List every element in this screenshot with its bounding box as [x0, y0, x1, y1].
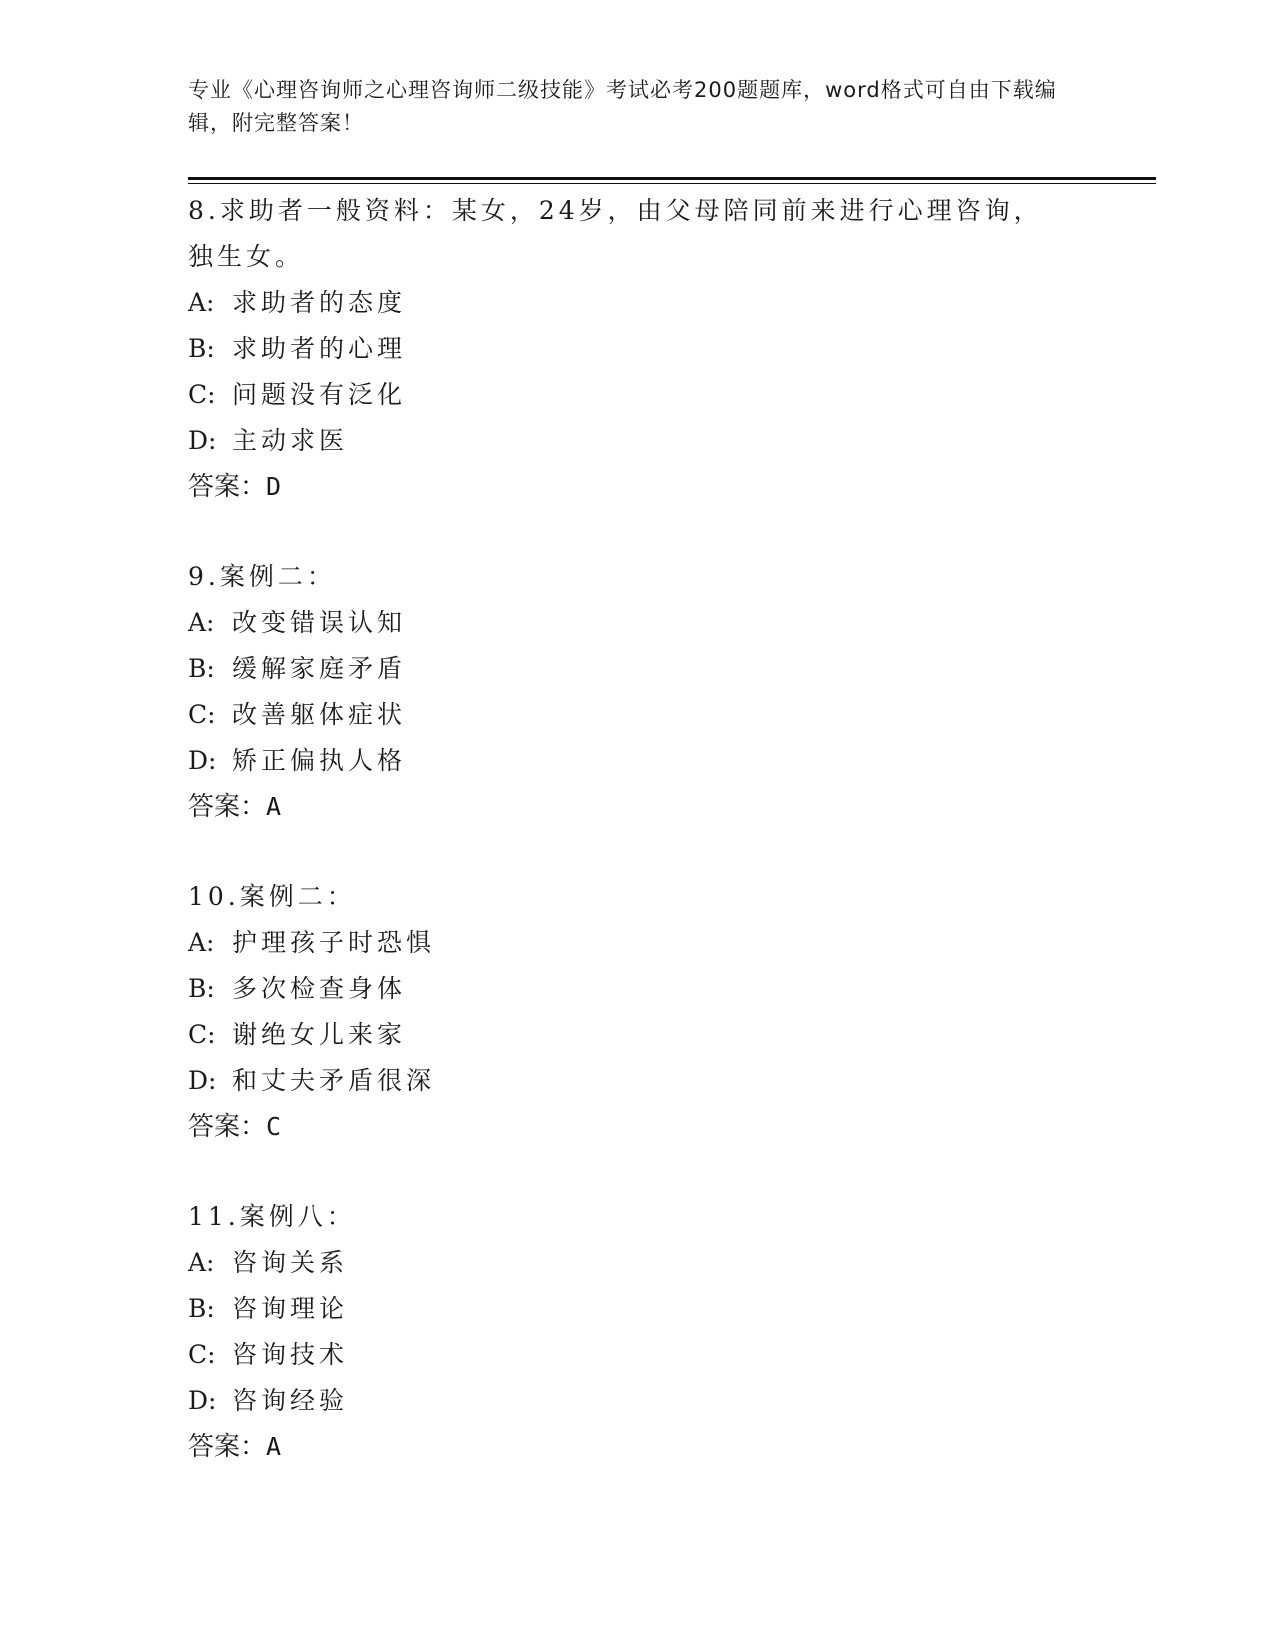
option-letter: C:	[188, 1340, 216, 1369]
option-text: 咨询关系	[232, 1248, 349, 1277]
option-c	[188, 692, 1068, 738]
option-letter: C:	[188, 700, 216, 729]
option-c	[188, 1012, 1068, 1058]
question-stem: 11.案例八：	[188, 1202, 356, 1231]
option-letter: C:	[188, 380, 216, 409]
question-stem: 10.案例二：	[188, 882, 356, 911]
option-c	[188, 372, 1068, 418]
question-list	[188, 188, 1068, 1514]
option-b	[188, 1286, 1068, 1332]
option-letter: B:	[188, 334, 215, 363]
question-item	[188, 554, 1068, 830]
option-d	[188, 418, 1068, 464]
option-b	[188, 966, 1068, 1012]
option-text: 求助者的态度	[232, 288, 407, 317]
answer-line	[188, 784, 1068, 830]
option-letter: B:	[188, 974, 215, 1003]
question-item	[188, 1194, 1068, 1470]
answer-line	[188, 1424, 1068, 1470]
header-rule-thick	[188, 177, 1156, 180]
option-text: 主动求医	[232, 426, 349, 455]
option-letter: C:	[188, 1020, 216, 1049]
option-text: 矫正偏执人格	[232, 746, 407, 775]
option-a	[188, 280, 1068, 326]
answer-value: A	[266, 792, 282, 821]
option-a	[188, 600, 1068, 646]
header-rule-thin	[188, 183, 1156, 184]
option-text: 咨询技术	[232, 1340, 349, 1369]
option-letter: A:	[188, 288, 215, 317]
option-d	[188, 1058, 1068, 1104]
option-letter: D:	[188, 1386, 217, 1415]
option-text: 和丈夫矛盾很深	[232, 1066, 436, 1095]
question-stem: 8.求助者一般资料：某女，24岁，由父母陪同前来进行心理咨询，独生女。	[188, 196, 1043, 271]
document-header: 专业《心理咨询师之心理咨询师二级技能》考试必考200题题库，word格式可自由下载编辑，附完整答案！	[188, 78, 1057, 135]
answer-line	[188, 1104, 1068, 1150]
option-text: 多次检查身体	[232, 974, 407, 1003]
answer-label: 答案：	[188, 1432, 267, 1462]
option-letter: B:	[188, 654, 215, 683]
option-text: 求助者的心理	[232, 334, 407, 363]
option-d	[188, 738, 1068, 784]
option-text: 谢绝女儿来家	[232, 1020, 407, 1049]
option-text: 护理孩子时恐惧	[232, 928, 436, 957]
option-b	[188, 646, 1068, 692]
option-letter: D:	[188, 746, 217, 775]
option-text: 咨询理论	[232, 1294, 349, 1323]
answer-label: 答案：	[188, 1112, 267, 1142]
option-d	[188, 1378, 1068, 1424]
question-item	[188, 874, 1068, 1150]
answer-value: D	[266, 472, 282, 501]
option-letter: A:	[188, 928, 215, 957]
option-b	[188, 326, 1068, 372]
option-text: 缓解家庭矛盾	[232, 654, 407, 683]
option-letter: A:	[188, 1248, 215, 1277]
option-letter: D:	[188, 1066, 217, 1095]
answer-label: 答案：	[188, 792, 267, 822]
option-letter: D:	[188, 426, 217, 455]
option-letter: A:	[188, 608, 215, 637]
option-text: 咨询经验	[232, 1386, 349, 1415]
answer-value: C	[266, 1112, 282, 1141]
option-c	[188, 1332, 1068, 1378]
option-text: 问题没有泛化	[232, 380, 407, 409]
answer-label: 答案：	[188, 472, 267, 502]
option-letter: B:	[188, 1294, 215, 1323]
question-item	[188, 188, 1068, 510]
answer-line	[188, 464, 1068, 510]
option-text: 改变错误认知	[232, 608, 407, 637]
option-text: 改善躯体症状	[232, 700, 407, 729]
option-a	[188, 1240, 1068, 1286]
question-stem: 9.案例二：	[188, 562, 336, 591]
option-a	[188, 920, 1068, 966]
answer-value: A	[266, 1432, 282, 1461]
